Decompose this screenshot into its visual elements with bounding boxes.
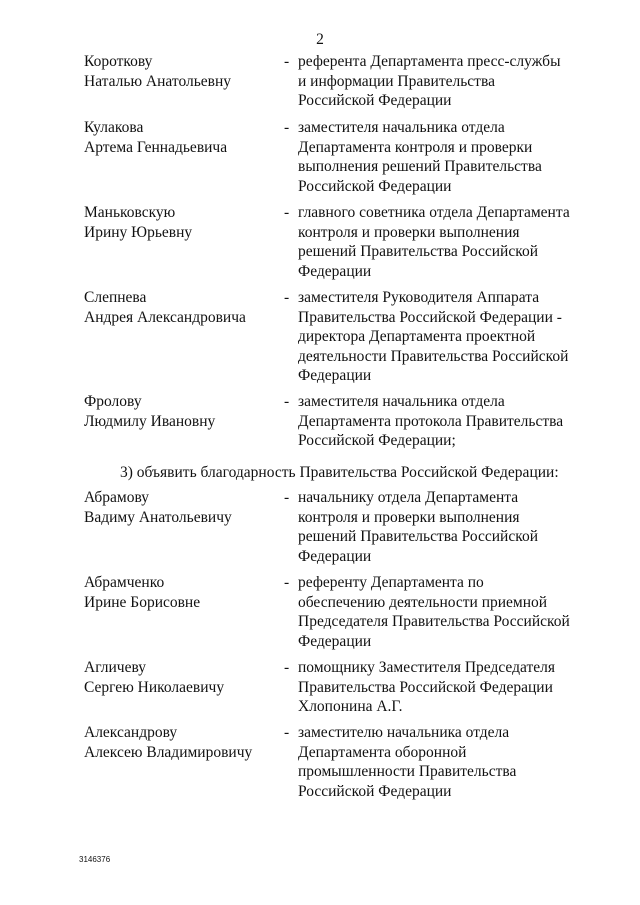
position-line: Хлопонина А.Г. <box>298 698 403 715</box>
position-description <box>298 52 561 111</box>
given-names: Артема Геннадьевича <box>84 138 228 156</box>
position-line: контроля и проверки выполнения <box>298 508 520 526</box>
position-line: промышленности Правительства <box>298 763 517 780</box>
position-line: Департамента контроля и проверки <box>298 138 533 156</box>
surname: Маньковскую <box>84 204 176 221</box>
position-line: Российской Федерации <box>298 92 452 109</box>
position-line: Российской Федерации <box>298 177 452 195</box>
position-line: Федерации <box>298 262 372 280</box>
dash-separator: - <box>284 489 290 506</box>
position-line: Департамента протокола Правительства <box>298 412 564 430</box>
position-line: и информации Правительства <box>298 72 495 90</box>
position-description <box>298 118 542 196</box>
given-names: Ирину Юрьевну <box>84 223 193 241</box>
position-line: заместителя начальника отдела <box>298 119 505 136</box>
dash-separator: - <box>284 724 290 741</box>
person-name <box>84 203 192 242</box>
surname: Абрамову <box>84 489 150 506</box>
position-line: Правительства Российской Федерации <box>298 678 553 696</box>
position-line: Федерации <box>298 367 372 384</box>
surname: Фролову <box>84 393 142 410</box>
section-heading: 3) объявить благодарность Правительства Российской Федерации: <box>120 464 559 481</box>
position-line: Федерации <box>298 547 372 565</box>
position-line: Правительства Российской Федерации - <box>298 308 562 326</box>
given-names: Вадиму Анатольевичу <box>84 508 232 526</box>
given-names: Андрея Александровича <box>84 308 246 326</box>
position-line: контроля и проверки выполнения <box>298 223 520 241</box>
position-line: заместителя начальника отдела <box>298 393 505 410</box>
given-names: Наталью Анатольевну <box>84 72 232 90</box>
position-line: референта Департамента пресс-службы <box>298 53 561 70</box>
dash-separator: - <box>284 659 290 676</box>
person-name <box>84 52 231 91</box>
position-line: заместителю начальника отдела <box>298 724 510 741</box>
position-line: обеспечению деятельности приемной <box>298 593 548 611</box>
dash-separator: - <box>284 53 290 70</box>
dash-separator: - <box>284 393 290 410</box>
position-line: начальнику отдела Департамента <box>298 489 519 506</box>
position-line: референту Департамента по <box>298 574 484 591</box>
given-names: Ирине Борисовне <box>84 593 201 611</box>
person-name <box>84 488 232 527</box>
person-name <box>84 118 227 157</box>
page-number: 2 <box>316 31 324 48</box>
position-line: деятельности Правительства Российской <box>298 347 569 365</box>
position-description <box>298 658 555 717</box>
position-line: Российской Федерации <box>298 782 452 800</box>
position-description <box>298 573 570 651</box>
person-name <box>84 658 224 697</box>
surname: Кулакова <box>84 119 144 136</box>
position-line: главного советника отдела Департамента <box>298 204 570 221</box>
position-line: Федерации <box>298 632 372 650</box>
position-line: решений Правительства Российской <box>298 528 539 545</box>
dash-separator: - <box>284 574 290 591</box>
dash-separator: - <box>284 204 290 221</box>
dash-separator: - <box>284 289 290 306</box>
dash-separator: - <box>284 119 290 136</box>
person-name <box>84 392 215 431</box>
position-description <box>298 723 516 801</box>
position-description <box>298 488 538 566</box>
given-names: Алексею Владимировичу <box>84 743 253 761</box>
surname: Александрову <box>84 724 178 741</box>
position-line: заместителя Руководителя Аппарата <box>298 289 540 306</box>
position-line: Председателя Правительства Российской <box>298 613 570 630</box>
document-code: 3146376 <box>79 855 111 864</box>
given-names: Сергею Николаевичу <box>84 678 225 696</box>
position-description <box>298 288 568 386</box>
surname: Короткову <box>84 53 153 70</box>
given-names: Людмилу Ивановну <box>84 412 216 430</box>
position-line: выполнения решений Правительства <box>298 158 542 175</box>
position-line: решений Правительства Российской <box>298 243 539 260</box>
position-description <box>298 392 563 451</box>
position-line: Российской Федерации; <box>298 432 456 449</box>
position-line: директора Департамента проектной <box>298 328 536 345</box>
surname: Агличеву <box>84 659 147 676</box>
position-line: Департамента оборонной <box>298 743 467 761</box>
surname: Абрамченко <box>84 574 165 591</box>
person-name <box>84 723 252 762</box>
position-description <box>298 203 570 281</box>
position-line: помощнику Заместителя Председателя <box>298 659 555 676</box>
person-name <box>84 288 246 327</box>
person-name <box>84 573 200 612</box>
surname: Слепнева <box>84 289 147 306</box>
